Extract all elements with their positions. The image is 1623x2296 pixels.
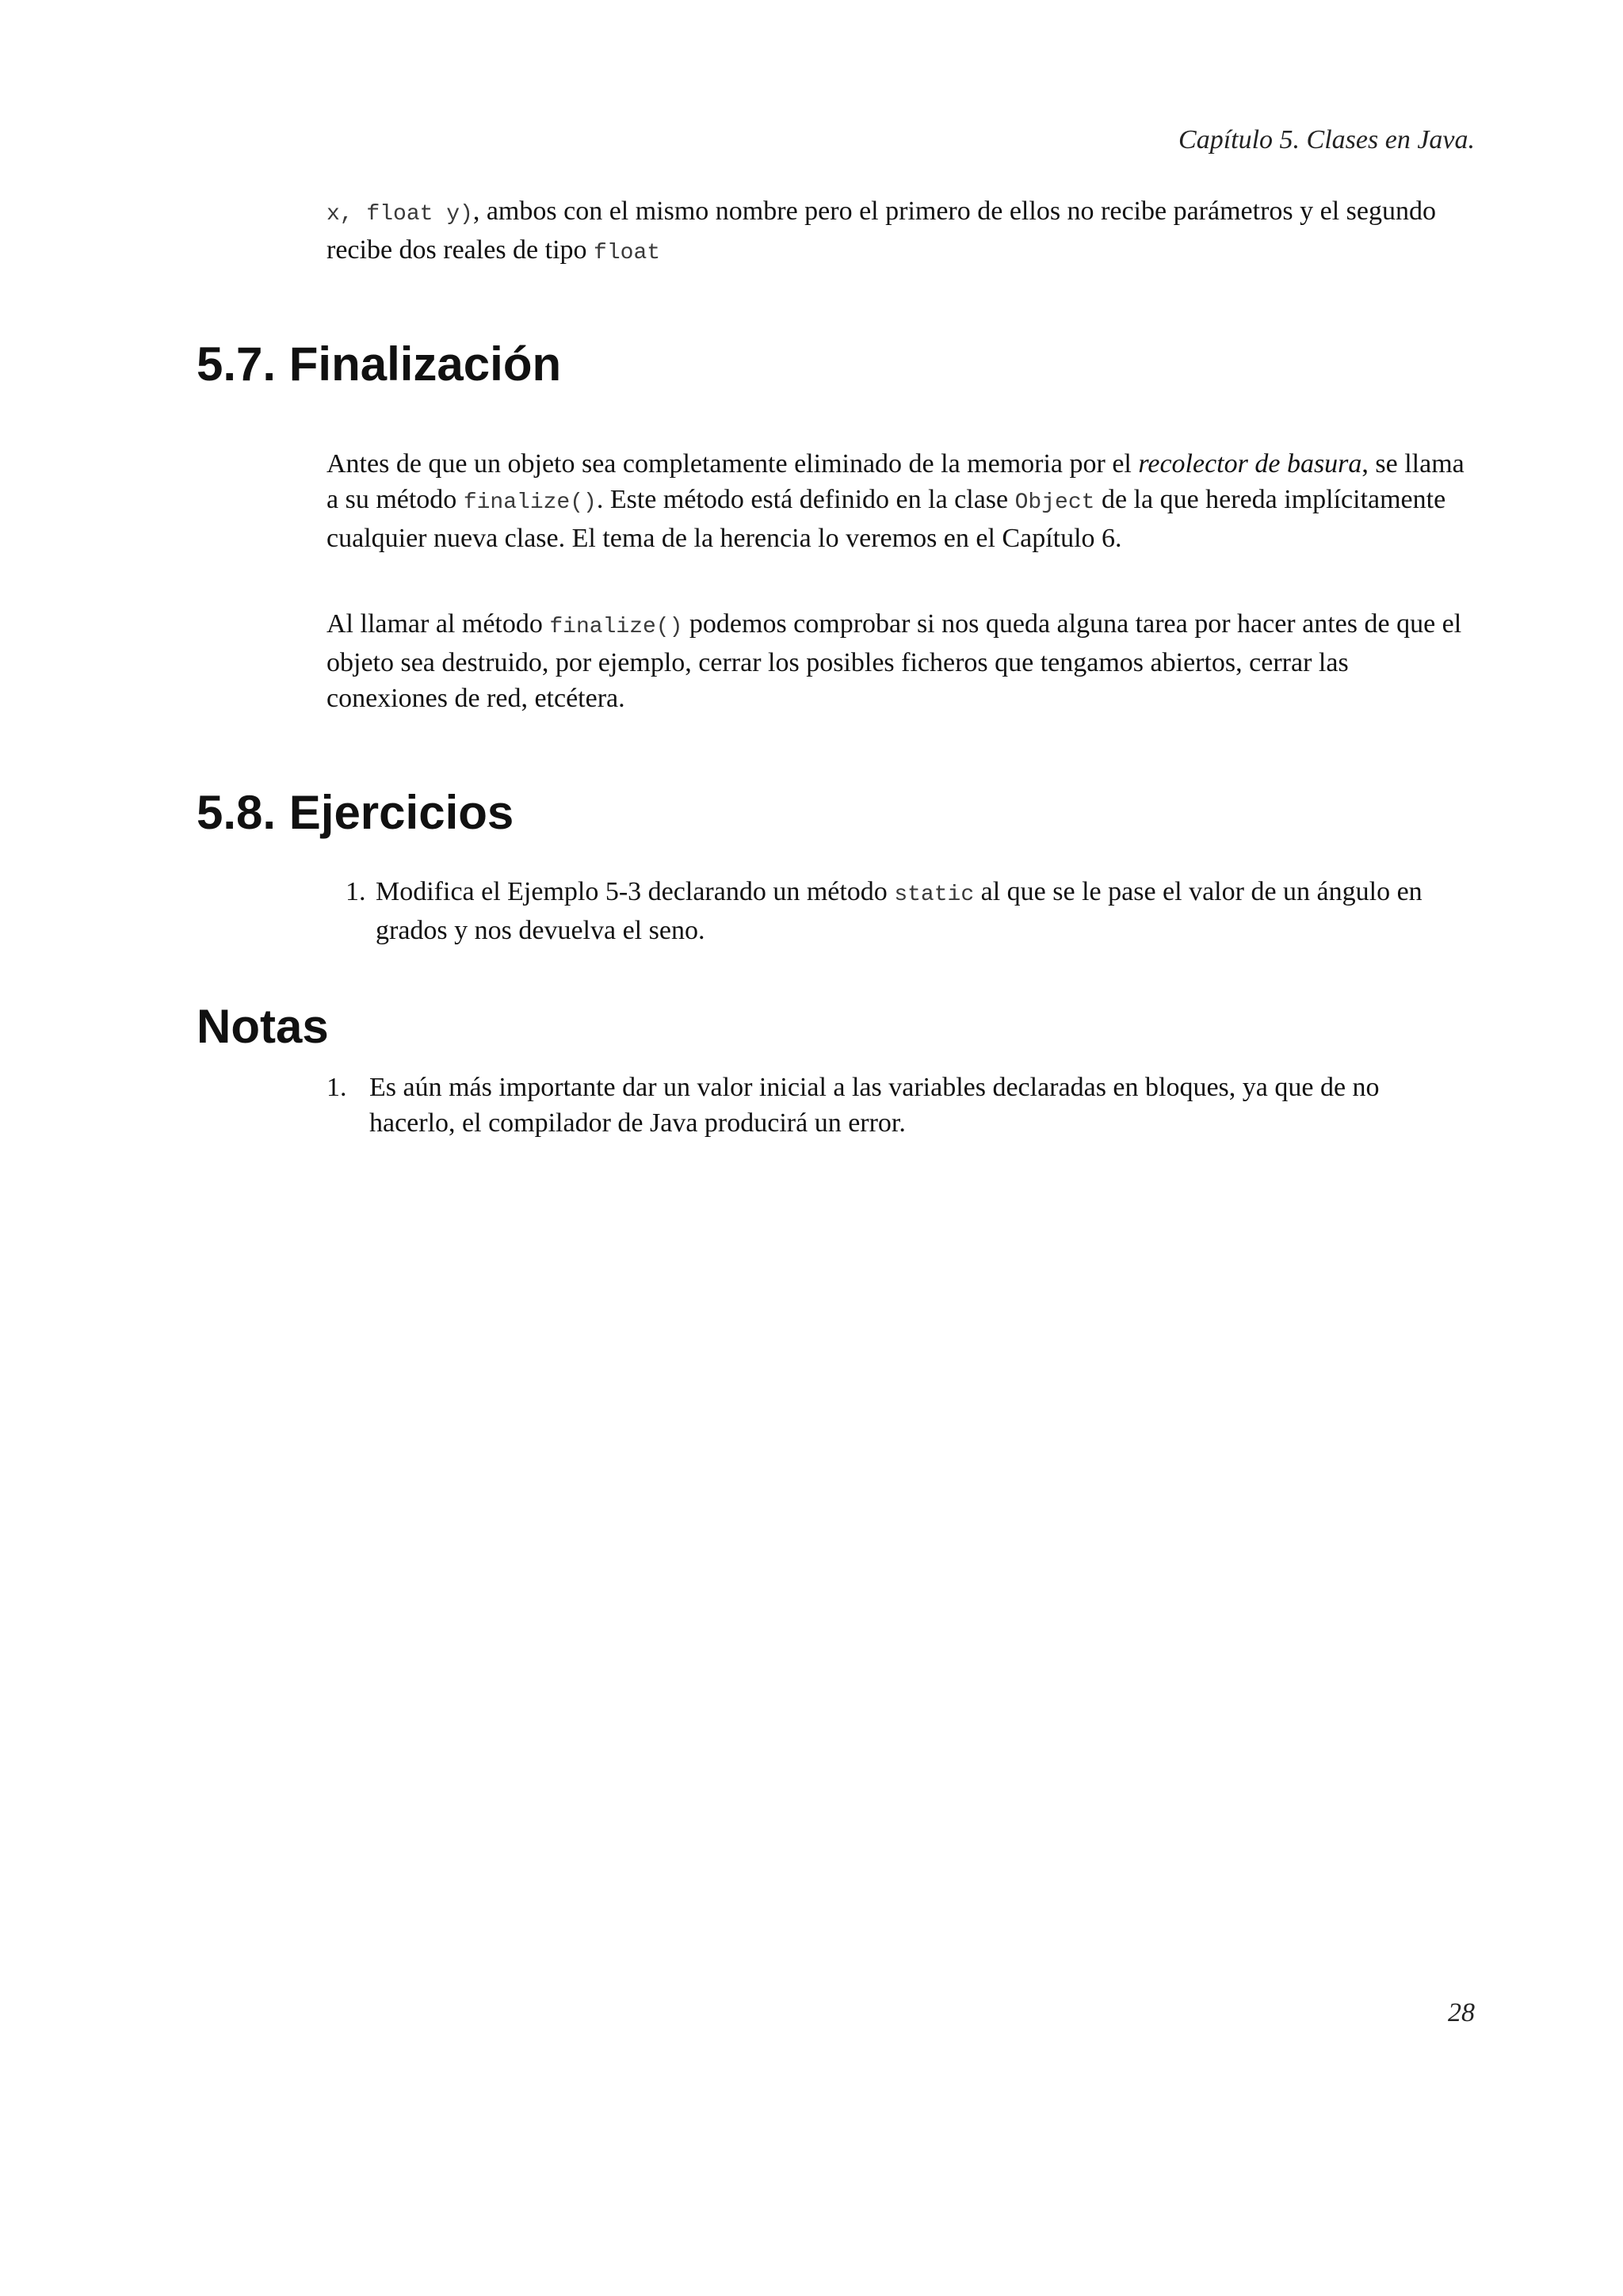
list-item-text <box>376 874 1476 948</box>
page-number: 28 <box>1448 1998 1475 2027</box>
inline-code: static <box>894 883 975 907</box>
continuation-paragraph <box>327 193 1476 271</box>
inline-code: x, float y) <box>327 202 473 227</box>
running-header: Capítulo 5. Clases en Java. <box>1178 125 1475 154</box>
inline-code: float <box>594 241 661 265</box>
finalizacion-paragraph-2 <box>327 606 1476 716</box>
section-heading-notas: Notas <box>197 1000 329 1053</box>
inline-code: Object <box>1014 490 1095 515</box>
finalizacion-paragraph-1 <box>327 446 1476 556</box>
section-heading-ejercicios: 5.8. Ejercicios <box>197 786 514 839</box>
emphasis-text: recolector de basura <box>1138 449 1362 479</box>
paragraph-text: Al llamar al método <box>327 609 550 639</box>
paragraph-text: al que se le pase el valor de un ángulo en grados y nos devuelva el seno. <box>376 877 1423 945</box>
paragraph-text: . Este método está definido en la clase <box>596 485 1015 514</box>
paragraph-text: , ambos con el mismo nombre pero el primero de ellos no recibe parámetros y el segundo recibe dos reales de tipo <box>327 196 1436 265</box>
paragraph-text: Antes de que un objeto sea completamente eliminado de la memoria por el <box>327 449 1139 479</box>
paragraph-text: , se llama a su método <box>327 449 1465 514</box>
paragraph-text: de la que hereda implícitamente cualquier nueva clase. El tema de la herencia lo veremos en el Capítulo 6. <box>327 485 1446 553</box>
paragraph-text: Modifica el Ejemplo 5-3 declarando un método <box>376 877 895 906</box>
list-item-number: 1. <box>327 1073 347 1102</box>
paragraph-text: podemos comprobar si nos queda alguna tarea por hacer antes de que el objeto sea destruido, por ejemplo, cerrar los posibles ficheros que tengamos abiertos, cerrar las conexiones de red, etcétera. <box>327 609 1462 713</box>
section-heading-finalizacion: 5.7. Finalización <box>197 338 562 391</box>
list-item-text: Es aún más importante dar un valor inicial a las variables declaradas en bloques, ya que de no hacerlo, el compilador de Java producirá un error. <box>369 1073 1380 1138</box>
inline-code: finalize() <box>549 615 683 639</box>
list-item-number: 1. <box>346 877 366 906</box>
inline-code: finalize() <box>463 490 597 515</box>
